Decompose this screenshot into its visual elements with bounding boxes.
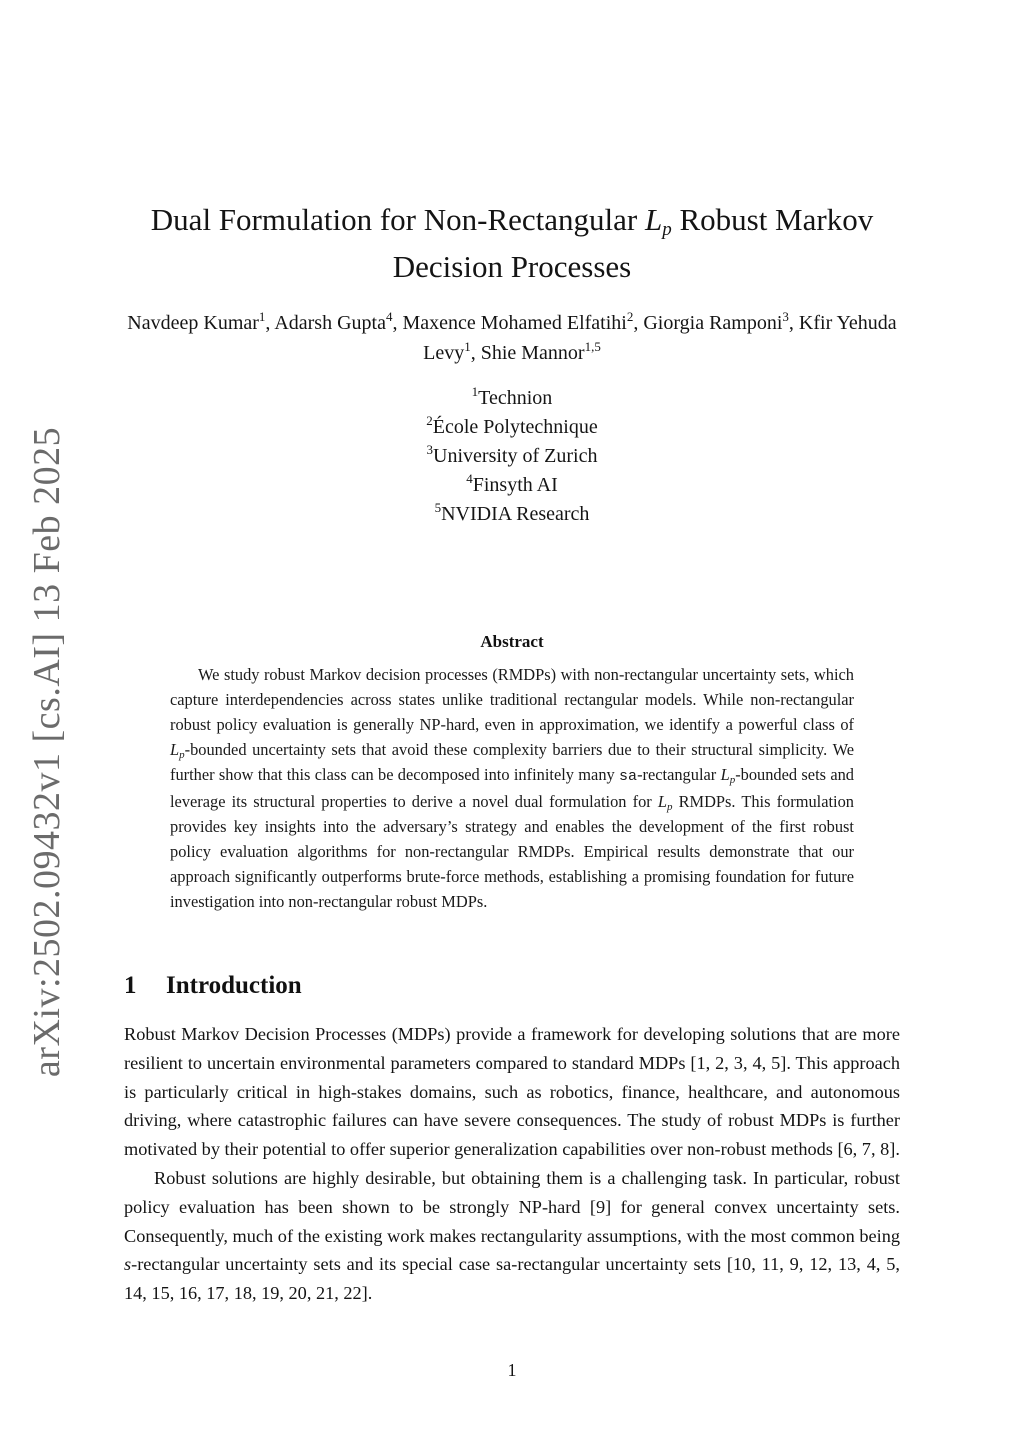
math-subscript: p bbox=[179, 749, 185, 761]
affiliation bbox=[312, 413, 712, 442]
affiliation bbox=[312, 500, 712, 529]
abstract-math-lp bbox=[658, 792, 673, 811]
title-math-symbol: L bbox=[644, 202, 663, 237]
affiliation-number: 5 bbox=[434, 500, 442, 515]
affiliation-name: Technion bbox=[478, 387, 553, 409]
author-name: Adarsh Gupta bbox=[274, 312, 386, 334]
author-affiliation-mark: 4 bbox=[385, 309, 393, 324]
affiliation-name: École Polytechnique bbox=[432, 416, 598, 438]
affiliation bbox=[312, 442, 712, 471]
affiliation-number: 2 bbox=[426, 413, 433, 428]
abstract-math-lp bbox=[721, 765, 736, 784]
affiliation bbox=[312, 384, 712, 413]
title-block bbox=[124, 196, 900, 290]
author bbox=[402, 309, 644, 334]
affiliation-name: University of Zurich bbox=[433, 445, 598, 467]
section-heading-introduction bbox=[124, 968, 302, 1004]
affiliation-name: Finsyth AI bbox=[472, 474, 558, 496]
abstract-code-sa: sa bbox=[619, 768, 638, 785]
author-name: Shie Mannor bbox=[480, 342, 585, 364]
section-number: 1 bbox=[124, 972, 137, 999]
author-separator: , bbox=[788, 312, 799, 334]
abstract-segment: -bounded sets and leverage its structural properties to derive a novel dual formulation for bbox=[170, 765, 854, 811]
author-separator: , bbox=[633, 312, 644, 334]
paragraph: Robust Markov Decision Processes (MDPs) provide a framework for developing solutions that are more resilient to uncertain environmental parameters compared to standard MDPs [1, 2, 3, 4, 5]. This approach is particularly critical in high-stakes domains, such as robotics, finance, healthcare, and autonomous driving, where catastrophic failures can have severe consequences. The study of robust MDPs is further motivated by their potential to offer superior generalization capabilities over non-robust methods [6, 7, 8]. bbox=[124, 1024, 900, 1160]
author-separator: , bbox=[392, 312, 403, 334]
paragraph-segment: -rectangular uncertainty sets and its special case sa-rectangular uncertainty sets [10, 11, 9, 12, 13, 4, 5, 14, 15, 16, 17, 18, 19, 20, 21, 22]. bbox=[124, 1254, 900, 1304]
abstract-segment: -rectangular bbox=[637, 765, 721, 784]
paper-title bbox=[124, 196, 900, 290]
author bbox=[274, 309, 403, 334]
affiliation-name: NVIDIA Research bbox=[441, 503, 590, 525]
author-affiliation-mark: 2 bbox=[626, 309, 634, 324]
affiliation-list bbox=[312, 384, 712, 529]
section-title: Introduction bbox=[166, 972, 302, 999]
author-list bbox=[116, 308, 908, 368]
abstract-text bbox=[170, 662, 854, 914]
author-name: Giorgia Ramponi bbox=[643, 312, 783, 334]
author-name: Kfir Yehuda Levy bbox=[423, 312, 897, 364]
author-affiliation-mark: 1,5 bbox=[584, 339, 601, 354]
math-subscript: p bbox=[666, 801, 673, 813]
abstract-segment: RMDPs. This formulation provides key insights into the adversary’s strategy and enables the development of the first robust policy evaluation algorithms for non-rectangular RMDPs. Empirical results demonstrate that our approach significantly outperforms brute-force methods, establishing a promising foundation for future investigation into non-rectangular robust MDPs. bbox=[170, 792, 854, 911]
paragraph bbox=[124, 1164, 900, 1308]
math-symbol: L bbox=[170, 740, 180, 759]
abstract-segment: -bounded uncertainty sets that avoid these complexity barriers due to their structural simplicity. We further show that this class can be decomposed into infinitely many bbox=[170, 740, 854, 784]
paragraph-segment: Robust solutions are highly desirable, but obtaining them is a challenging task. In particular, robust policy evaluation has been shown to be strongly NP-hard [9] for general convex uncertainty sets. Consequently, much of the existing work makes rectangularity assumptions, with the most common being bbox=[124, 1167, 900, 1246]
math-symbol: L bbox=[720, 765, 730, 784]
arxiv-identifier-stamp[interactable]: arXiv:2502.09432v1 [cs.AI] 13 Feb 2025 bbox=[26, 426, 68, 1078]
author-name: Navdeep Kumar bbox=[127, 312, 259, 334]
abstract-heading: Abstract bbox=[480, 632, 544, 651]
math-symbol: L bbox=[657, 792, 667, 811]
page-number: 1 bbox=[507, 1360, 517, 1380]
abstract-segment: We study robust Markov decision processes (RMDPs) with non-rectangular uncertainty sets, which capture interdependencies across states unlike traditional rectangular models. While non-rectangular robust policy evaluation is generally NP-hard, even in approximation, we identify a powerful class of bbox=[170, 665, 854, 734]
title-part-1: Dual Formulation for Non-Rectangular bbox=[150, 202, 645, 237]
abstract-math-lp bbox=[170, 740, 185, 759]
author bbox=[643, 309, 799, 334]
author-name: Maxence Mohamed Elfatihi bbox=[402, 312, 627, 334]
author-separator: , bbox=[470, 342, 481, 364]
affiliation-number: 1 bbox=[471, 384, 479, 399]
math-s: s bbox=[124, 1254, 132, 1275]
title-math-subscript: p bbox=[662, 219, 672, 240]
author-affiliation-mark: 1 bbox=[464, 339, 471, 354]
author bbox=[127, 309, 275, 334]
title-part-2: Robust Markov Decision Processes bbox=[392, 202, 874, 284]
author bbox=[480, 339, 601, 364]
math-subscript: p bbox=[729, 774, 736, 786]
introduction-body bbox=[124, 1020, 900, 1308]
affiliation-number: 3 bbox=[426, 442, 434, 457]
author-affiliation-mark: 1 bbox=[258, 309, 266, 324]
affiliation bbox=[312, 471, 712, 500]
author-affiliation-mark: 3 bbox=[782, 309, 789, 324]
author-separator: , bbox=[265, 312, 275, 334]
affiliation-number: 4 bbox=[466, 471, 473, 486]
